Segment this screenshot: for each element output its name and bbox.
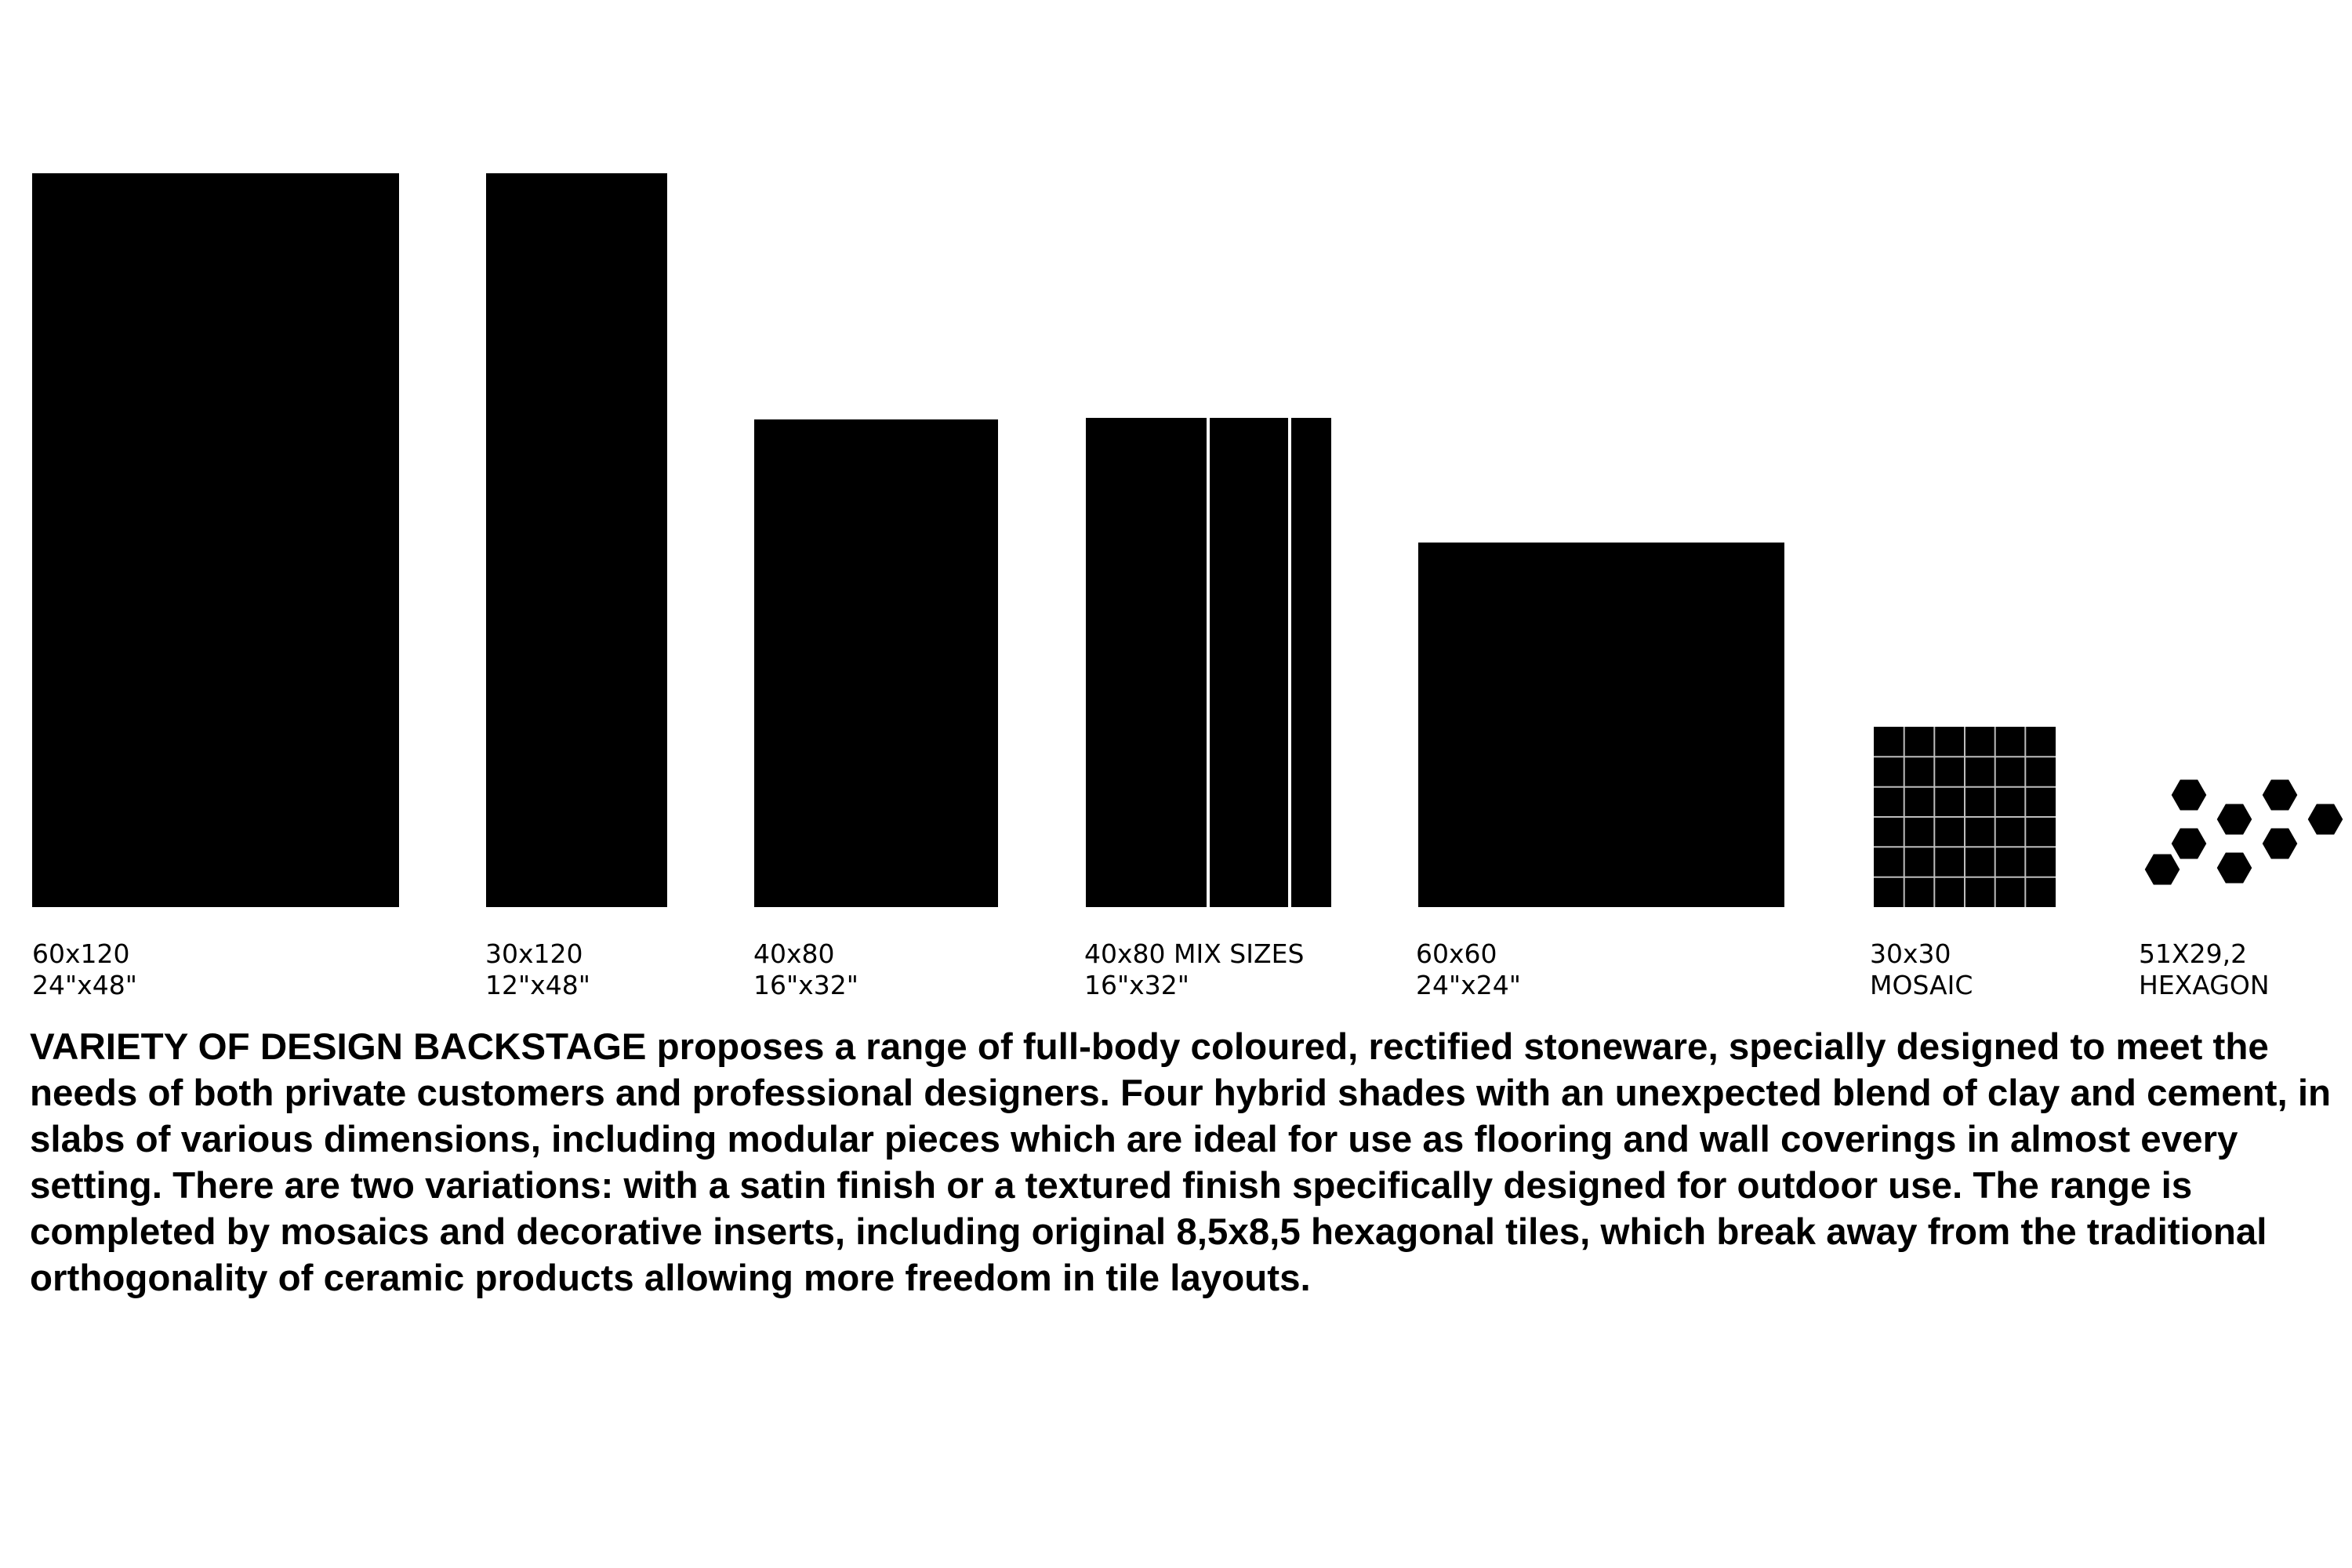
size-imperial: MOSAIC: [1870, 970, 1973, 1000]
size-metric: 30x120: [485, 938, 583, 969]
tile-label-40x80: [753, 938, 858, 1001]
size-metric: 51X29,2: [2139, 938, 2248, 969]
tile-60x120-swatch: [32, 173, 399, 907]
tile-60x60-swatch: [1418, 543, 1784, 907]
tile-label-40x80-mix-sizes: [1084, 938, 1304, 1001]
size-imperial: 16"x32": [753, 970, 858, 1000]
tile-30x30-mosaic-swatch: [1874, 727, 2056, 907]
tile-30x120-swatch: [486, 173, 667, 907]
size-metric: 40x80 MIX SIZES: [1084, 938, 1305, 969]
size-imperial: 12"x48": [485, 970, 590, 1000]
size-metric: 60x60: [1416, 938, 1497, 969]
size-metric: 40x80: [753, 938, 835, 969]
size-metric: 30x30: [1870, 938, 1951, 969]
description-lead: VARIETY OF DESIGN BACKSTAGE: [30, 1026, 647, 1068]
tile-label-60x120: [32, 938, 137, 1001]
tile-40x80-mix-sizes-swatch: [1086, 418, 1331, 907]
tile-label-60x60: [1416, 938, 1521, 1001]
tile-40x80-swatch: [754, 419, 998, 907]
tile-label-hexagon: [2139, 938, 2270, 1001]
size-imperial: 16"x32": [1084, 970, 1189, 1000]
tile-label-30x120: [485, 938, 590, 1001]
description-body: proposes a range of full-body coloured, rectified stoneware, specially designed to meet the needs of both private customers and professional designers. Four hybrid shades with an unexpected blend of clay and cement, in slabs of various dimensions, including modular pieces which are ideal for use as flooring and wall coverings in almost every setting. There are two variations: with a satin finish or a textured finish specifically designed for outdoor use. The range is completed by mosaics and decorative inserts, including original 8,5x8,5 hexagonal tiles, which break away from the traditional orthogonality of ceramic products allowing more freedom in tile layouts.: [30, 1026, 2332, 1299]
tile-hexagon-swatch: [2140, 776, 2352, 909]
size-imperial: HEXAGON: [2139, 970, 2270, 1000]
collection-description: [30, 1024, 2335, 1301]
mix-divider-line: [1288, 418, 1291, 907]
tile-label-30x30-mosaic: [1870, 938, 1973, 1001]
size-imperial: 24"x24": [1416, 970, 1521, 1000]
mix-divider-line: [1207, 418, 1210, 907]
size-imperial: 24"x48": [32, 970, 137, 1000]
size-metric: 60x120: [32, 938, 130, 969]
